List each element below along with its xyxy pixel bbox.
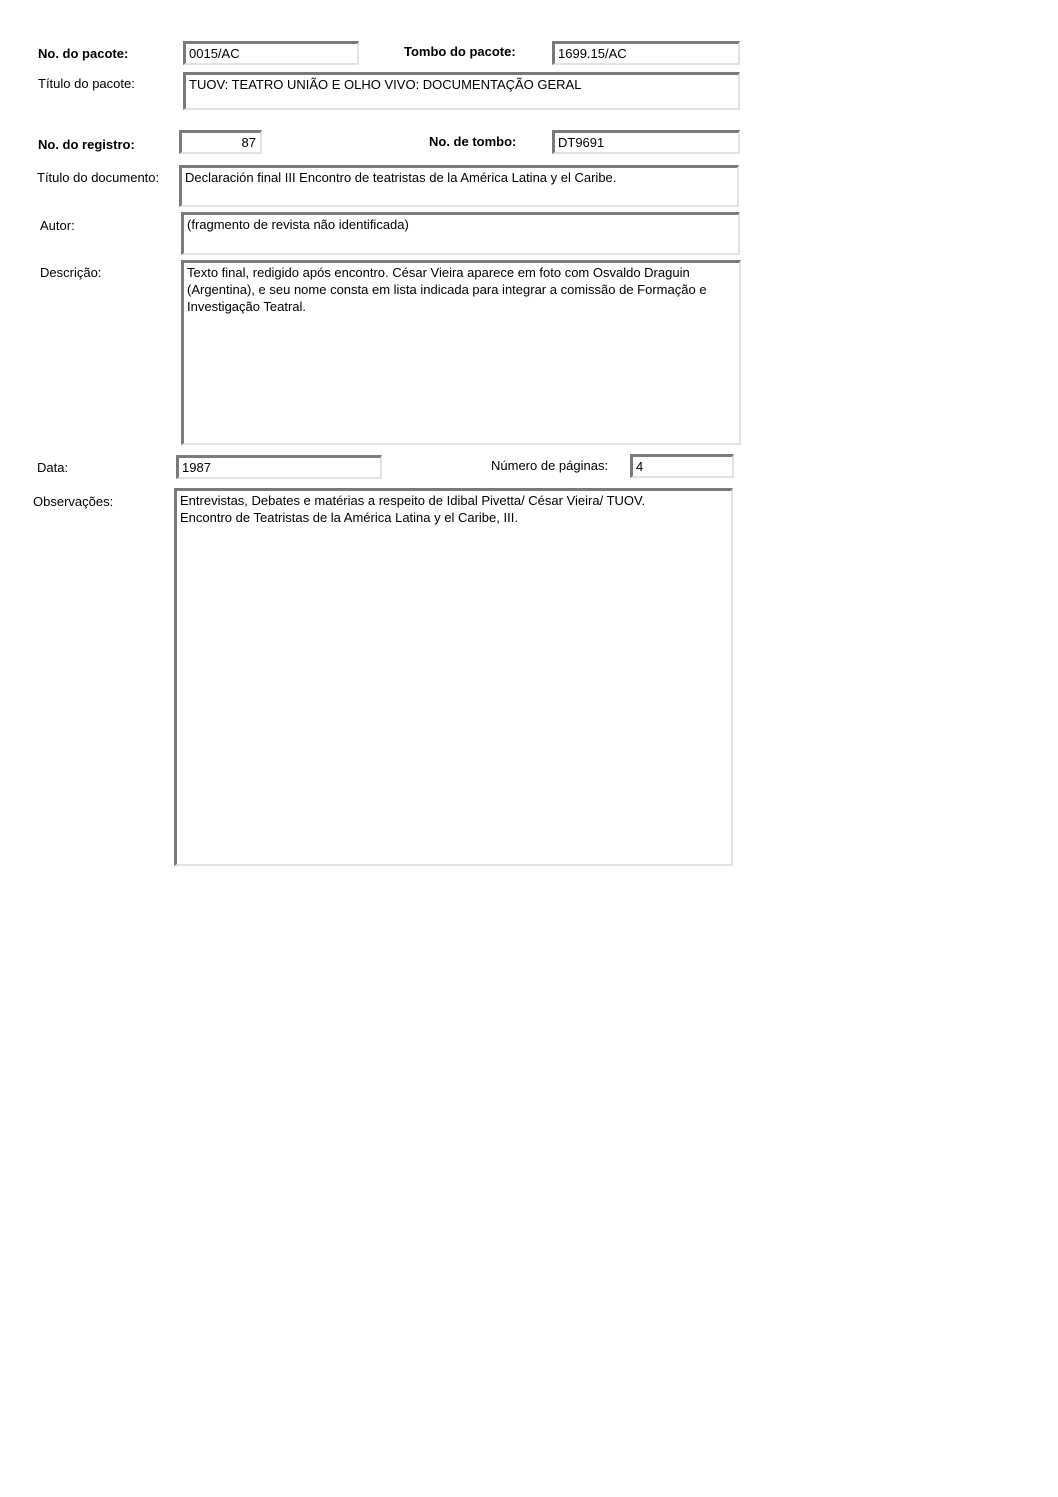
observations-label: Observações: [33, 494, 114, 509]
record-number-field[interactable]: 87 [179, 130, 262, 154]
package-title-field[interactable]: TUOV: TEATRO UNIÃO E OLHO VIVO: DOCUMENTAÇÃO GERAL [183, 72, 740, 110]
date-label: Data: [37, 460, 69, 475]
author-field[interactable]: (fragmento de revista não identificada) [181, 212, 740, 255]
document-title-field[interactable]: Declaración final III Encontro de teatristas de la América Latina y el Caribe. [179, 165, 739, 207]
package-title-label: Título do pacote: [38, 76, 135, 91]
package-tombo-label: Tombo do pacote: [404, 44, 516, 59]
package-number-label: No. do pacote: [38, 46, 129, 61]
pages-label: Número de páginas: [491, 458, 609, 473]
tombo-number-label: No. de tombo: [429, 134, 517, 149]
author-label: Autor: [40, 218, 75, 233]
tombo-number-field[interactable]: DT9691 [552, 130, 740, 154]
document-title-label: Título do documento: [37, 170, 160, 185]
description-field[interactable]: Texto final, redigido após encontro. César Vieira aparece em foto com Osvaldo Draguin (Argentina), e seu nome consta em lista indicada para integrar a comissão de Formação e Investigação Teatral. [181, 260, 741, 445]
package-number-field[interactable]: 0015/AC [183, 41, 359, 65]
record-number-label: No. do registro: [38, 137, 135, 152]
date-field[interactable]: 1987 [176, 455, 382, 479]
package-tombo-field[interactable]: 1699.15/AC [552, 41, 740, 65]
pages-field[interactable]: 4 [630, 454, 734, 478]
observations-field[interactable]: Entrevistas, Debates e matérias a respeito de Idibal Pivetta/ César Vieira/ TUOV. Encontro de Teatristas de la América Latina y el Caribe, III. [174, 488, 733, 866]
description-label: Descrição: [40, 265, 102, 280]
